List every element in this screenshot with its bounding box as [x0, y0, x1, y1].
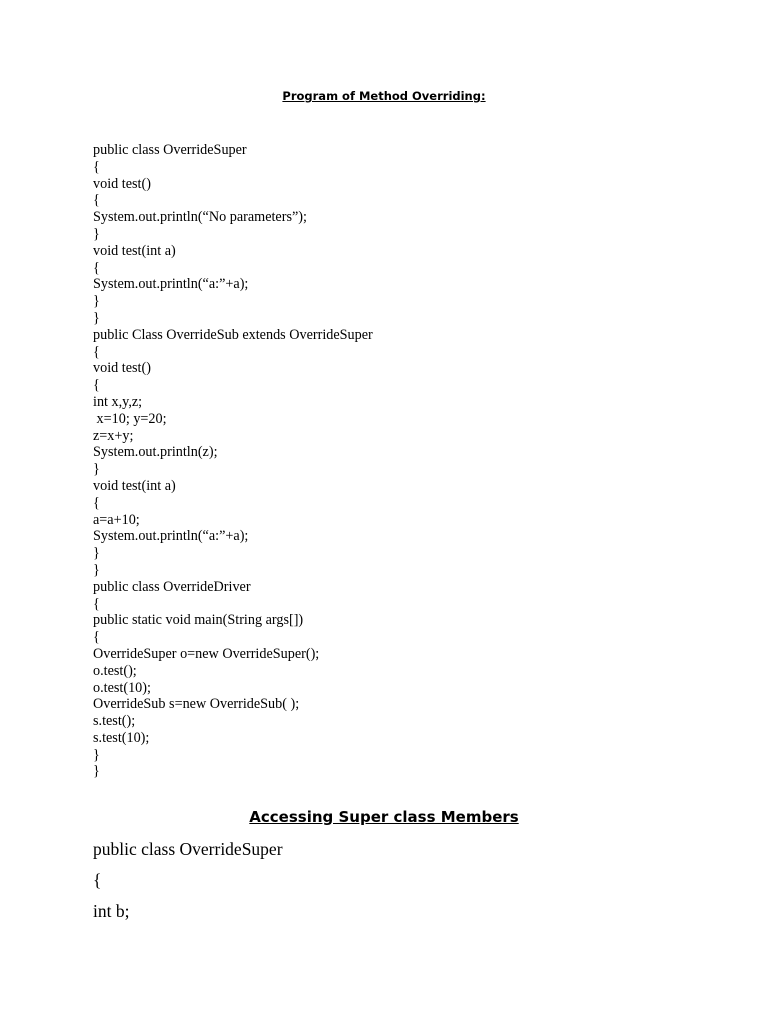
code-line: void test() — [93, 360, 151, 377]
code-line: } — [93, 545, 100, 562]
code-line: o.test(); — [93, 662, 137, 679]
code-line: System.out.println(“a:”+a); — [93, 528, 249, 545]
code-line: OverrideSuper o=new OverrideSuper(); — [93, 645, 320, 662]
code-line: s.test(); — [93, 713, 136, 730]
code-line: x=10; y=20; — [93, 410, 167, 427]
code-line: } — [93, 763, 100, 780]
code-line: void test(int a) — [93, 477, 176, 494]
code-line: { — [93, 494, 100, 511]
code-line: public class OverrideDriver — [93, 578, 251, 595]
code-line: System.out.println(“a:”+a); — [93, 276, 249, 293]
code-line: { — [93, 259, 100, 276]
code-line: void test() — [93, 175, 151, 192]
code-line: o.test(10); — [93, 679, 151, 696]
code-line: { — [93, 343, 100, 360]
code-line: public class OverrideSuper — [93, 839, 283, 859]
code-line: { — [93, 595, 100, 612]
code-line: } — [93, 225, 100, 242]
code-line: z=x+y; — [93, 427, 134, 444]
code-line: OverrideSub s=new OverrideSub( ); — [93, 696, 300, 713]
code-line: int b; — [93, 901, 130, 921]
code-line: } — [93, 561, 100, 578]
code-line: } — [93, 746, 100, 763]
section-title-method-overriding: Program of Method Overriding: — [282, 89, 486, 103]
section-title-accessing-super: Accessing Super class Members — [249, 808, 519, 826]
code-listing-method-overriding — [93, 142, 373, 780]
code-line: s.test(10); — [93, 729, 150, 746]
code-line: } — [93, 461, 100, 478]
code-line: public static void main(String args[]) — [93, 612, 304, 629]
code-line: int x,y,z; — [93, 393, 143, 410]
code-line: { — [93, 870, 102, 890]
code-line: System.out.println(“No parameters”); — [93, 209, 307, 226]
code-listing-accessing-super — [93, 838, 283, 931]
code-line: { — [93, 629, 100, 646]
code-line: } — [93, 309, 100, 326]
code-line: { — [93, 377, 100, 394]
code-line: { — [93, 192, 100, 209]
code-line: { — [93, 158, 100, 175]
code-line: } — [93, 293, 100, 310]
code-line: void test(int a) — [93, 242, 176, 259]
code-line: System.out.println(z); — [93, 444, 218, 461]
code-line: a=a+10; — [93, 511, 140, 528]
code-line: public class OverrideSuper — [93, 142, 247, 158]
code-line: public Class OverrideSub extends OverrideSuper — [93, 326, 373, 343]
